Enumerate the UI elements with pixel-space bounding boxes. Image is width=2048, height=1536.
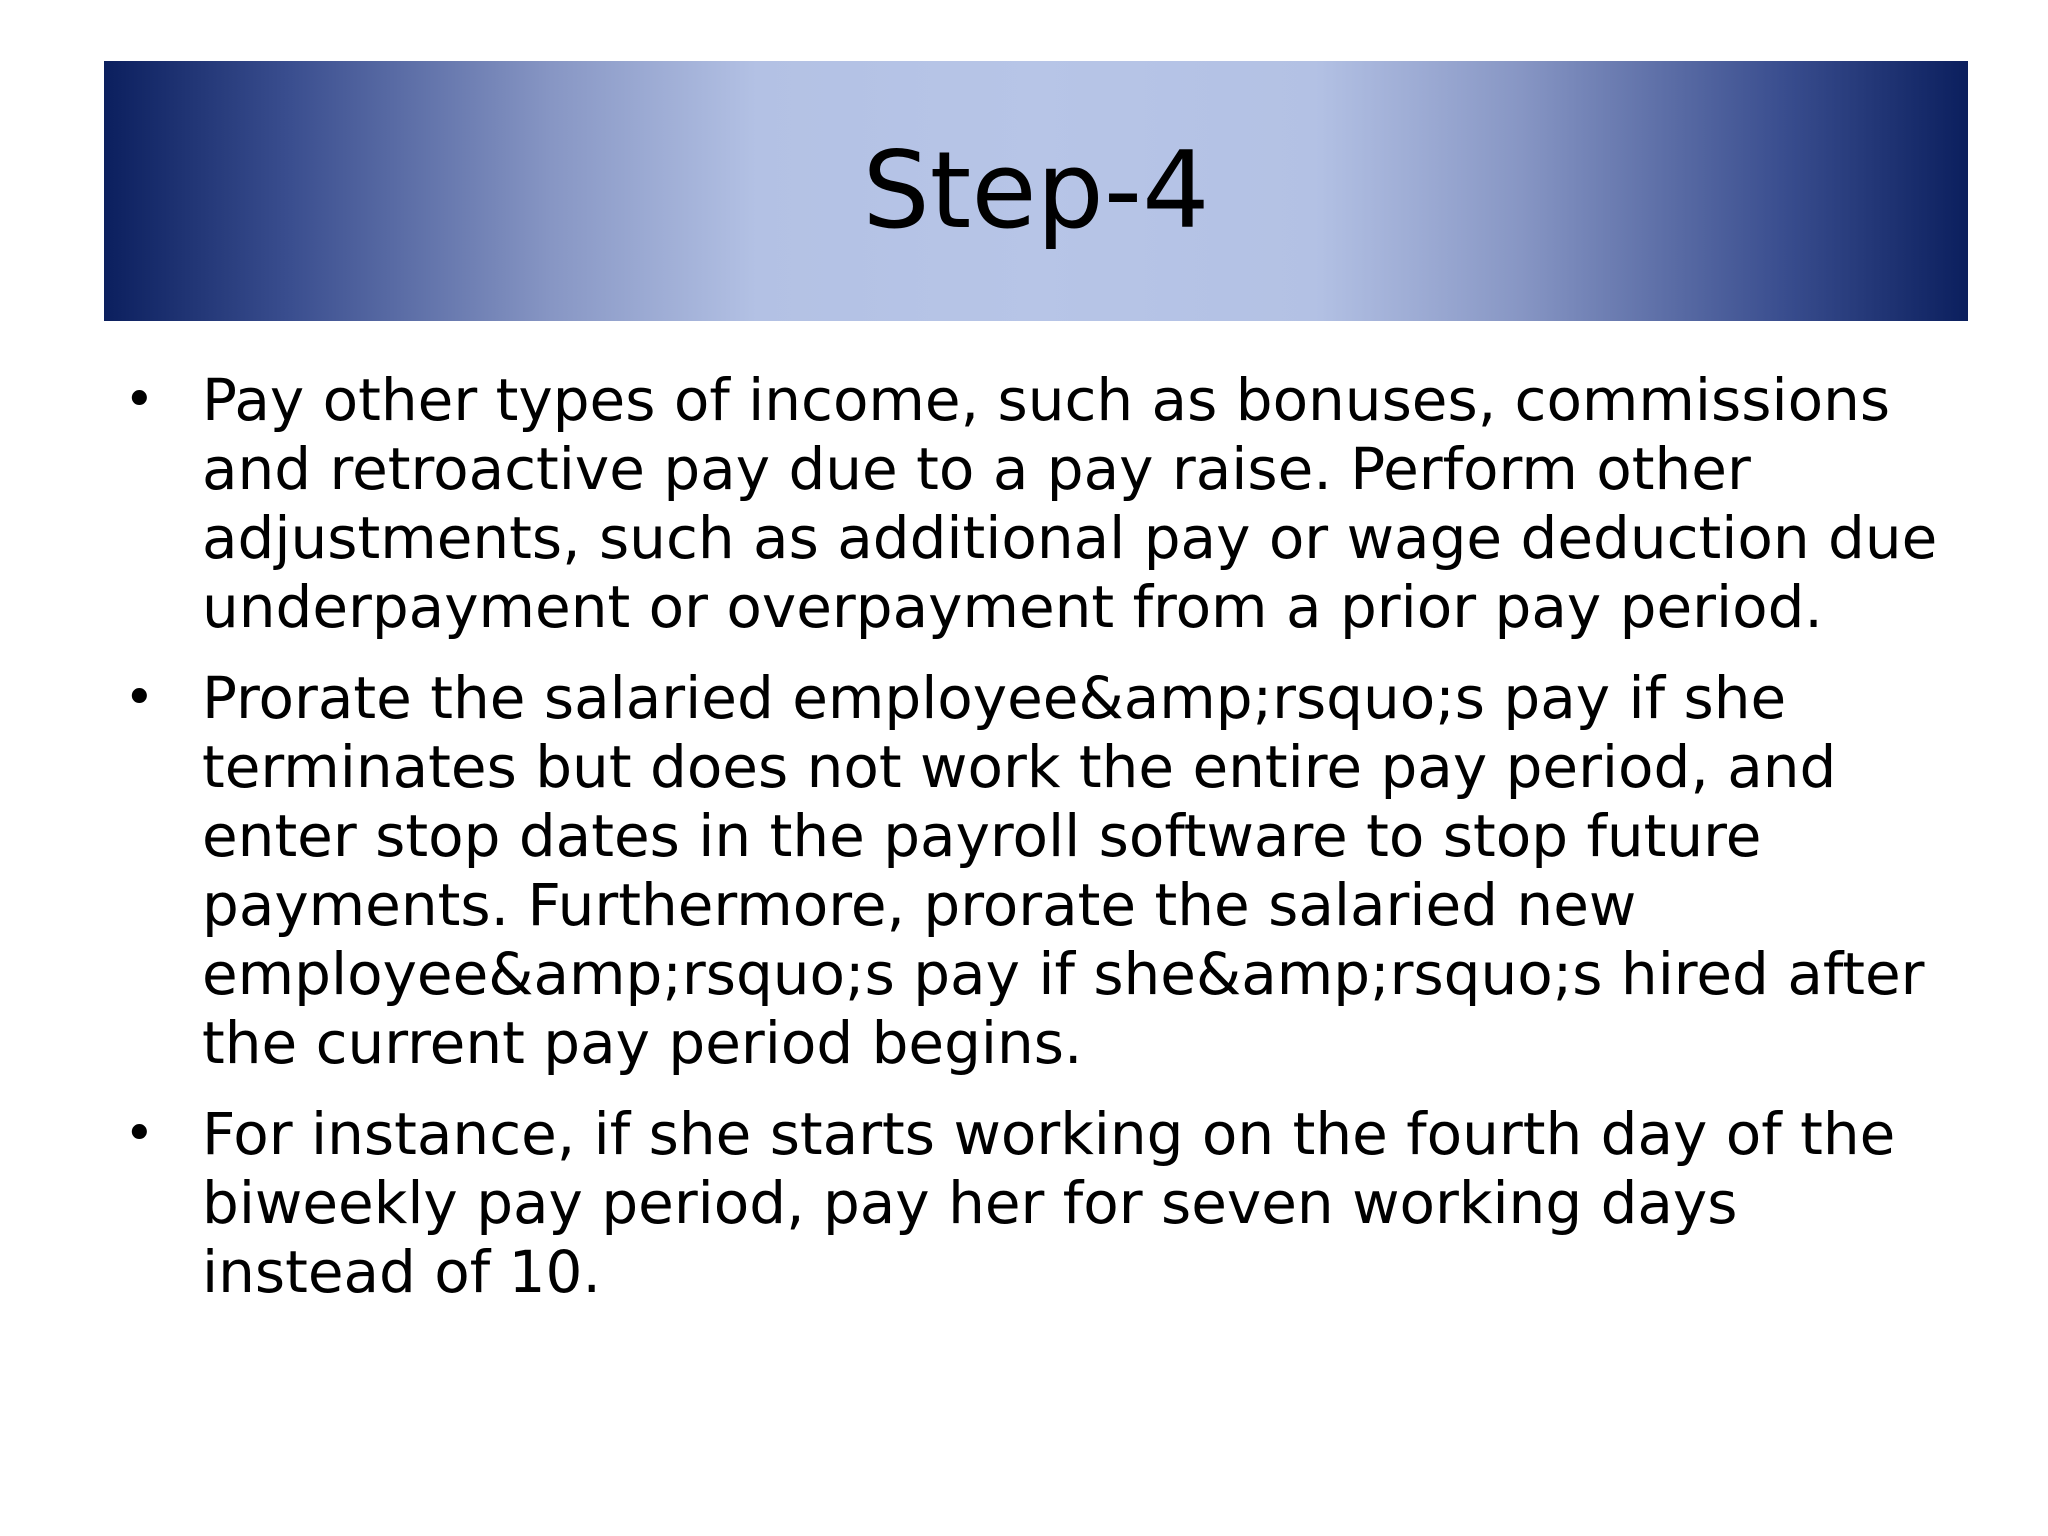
slide-title: Step-4 <box>862 129 1210 252</box>
bullet-text: Prorate the salaried employee&amp;rsquo;s pay if she terminates but does not work the entire pay period, and enter stop dates in the payroll software to stop future payments. Furthermore, prorate the salaried new employee&amp;rsquo;s pay if she&amp;rsquo;s hired after the current pay period begins. <box>202 664 1925 1077</box>
bullet-text: Pay other types of income, such as bonuses, commissions and retroactive pay due to a pay raise. Perform other adjustments, such as additional pay or wage deduction due underpayment or overpayment from a prior pay period. <box>202 366 1938 641</box>
title-band <box>104 61 1968 321</box>
bullet-dot-icon: • <box>124 668 155 728</box>
slide-content <box>120 366 1960 1329</box>
bullet-list <box>120 366 1960 1307</box>
bullet-item <box>120 664 1960 1078</box>
bullet-dot-icon: • <box>124 370 155 430</box>
bullet-item <box>120 1100 1960 1307</box>
bullet-dot-icon: • <box>124 1104 155 1164</box>
bullet-item <box>120 366 1960 642</box>
bullet-text: For instance, if she starts working on the fourth day of the biweekly pay period, pay her for seven working days instead of 10. <box>202 1100 1896 1306</box>
